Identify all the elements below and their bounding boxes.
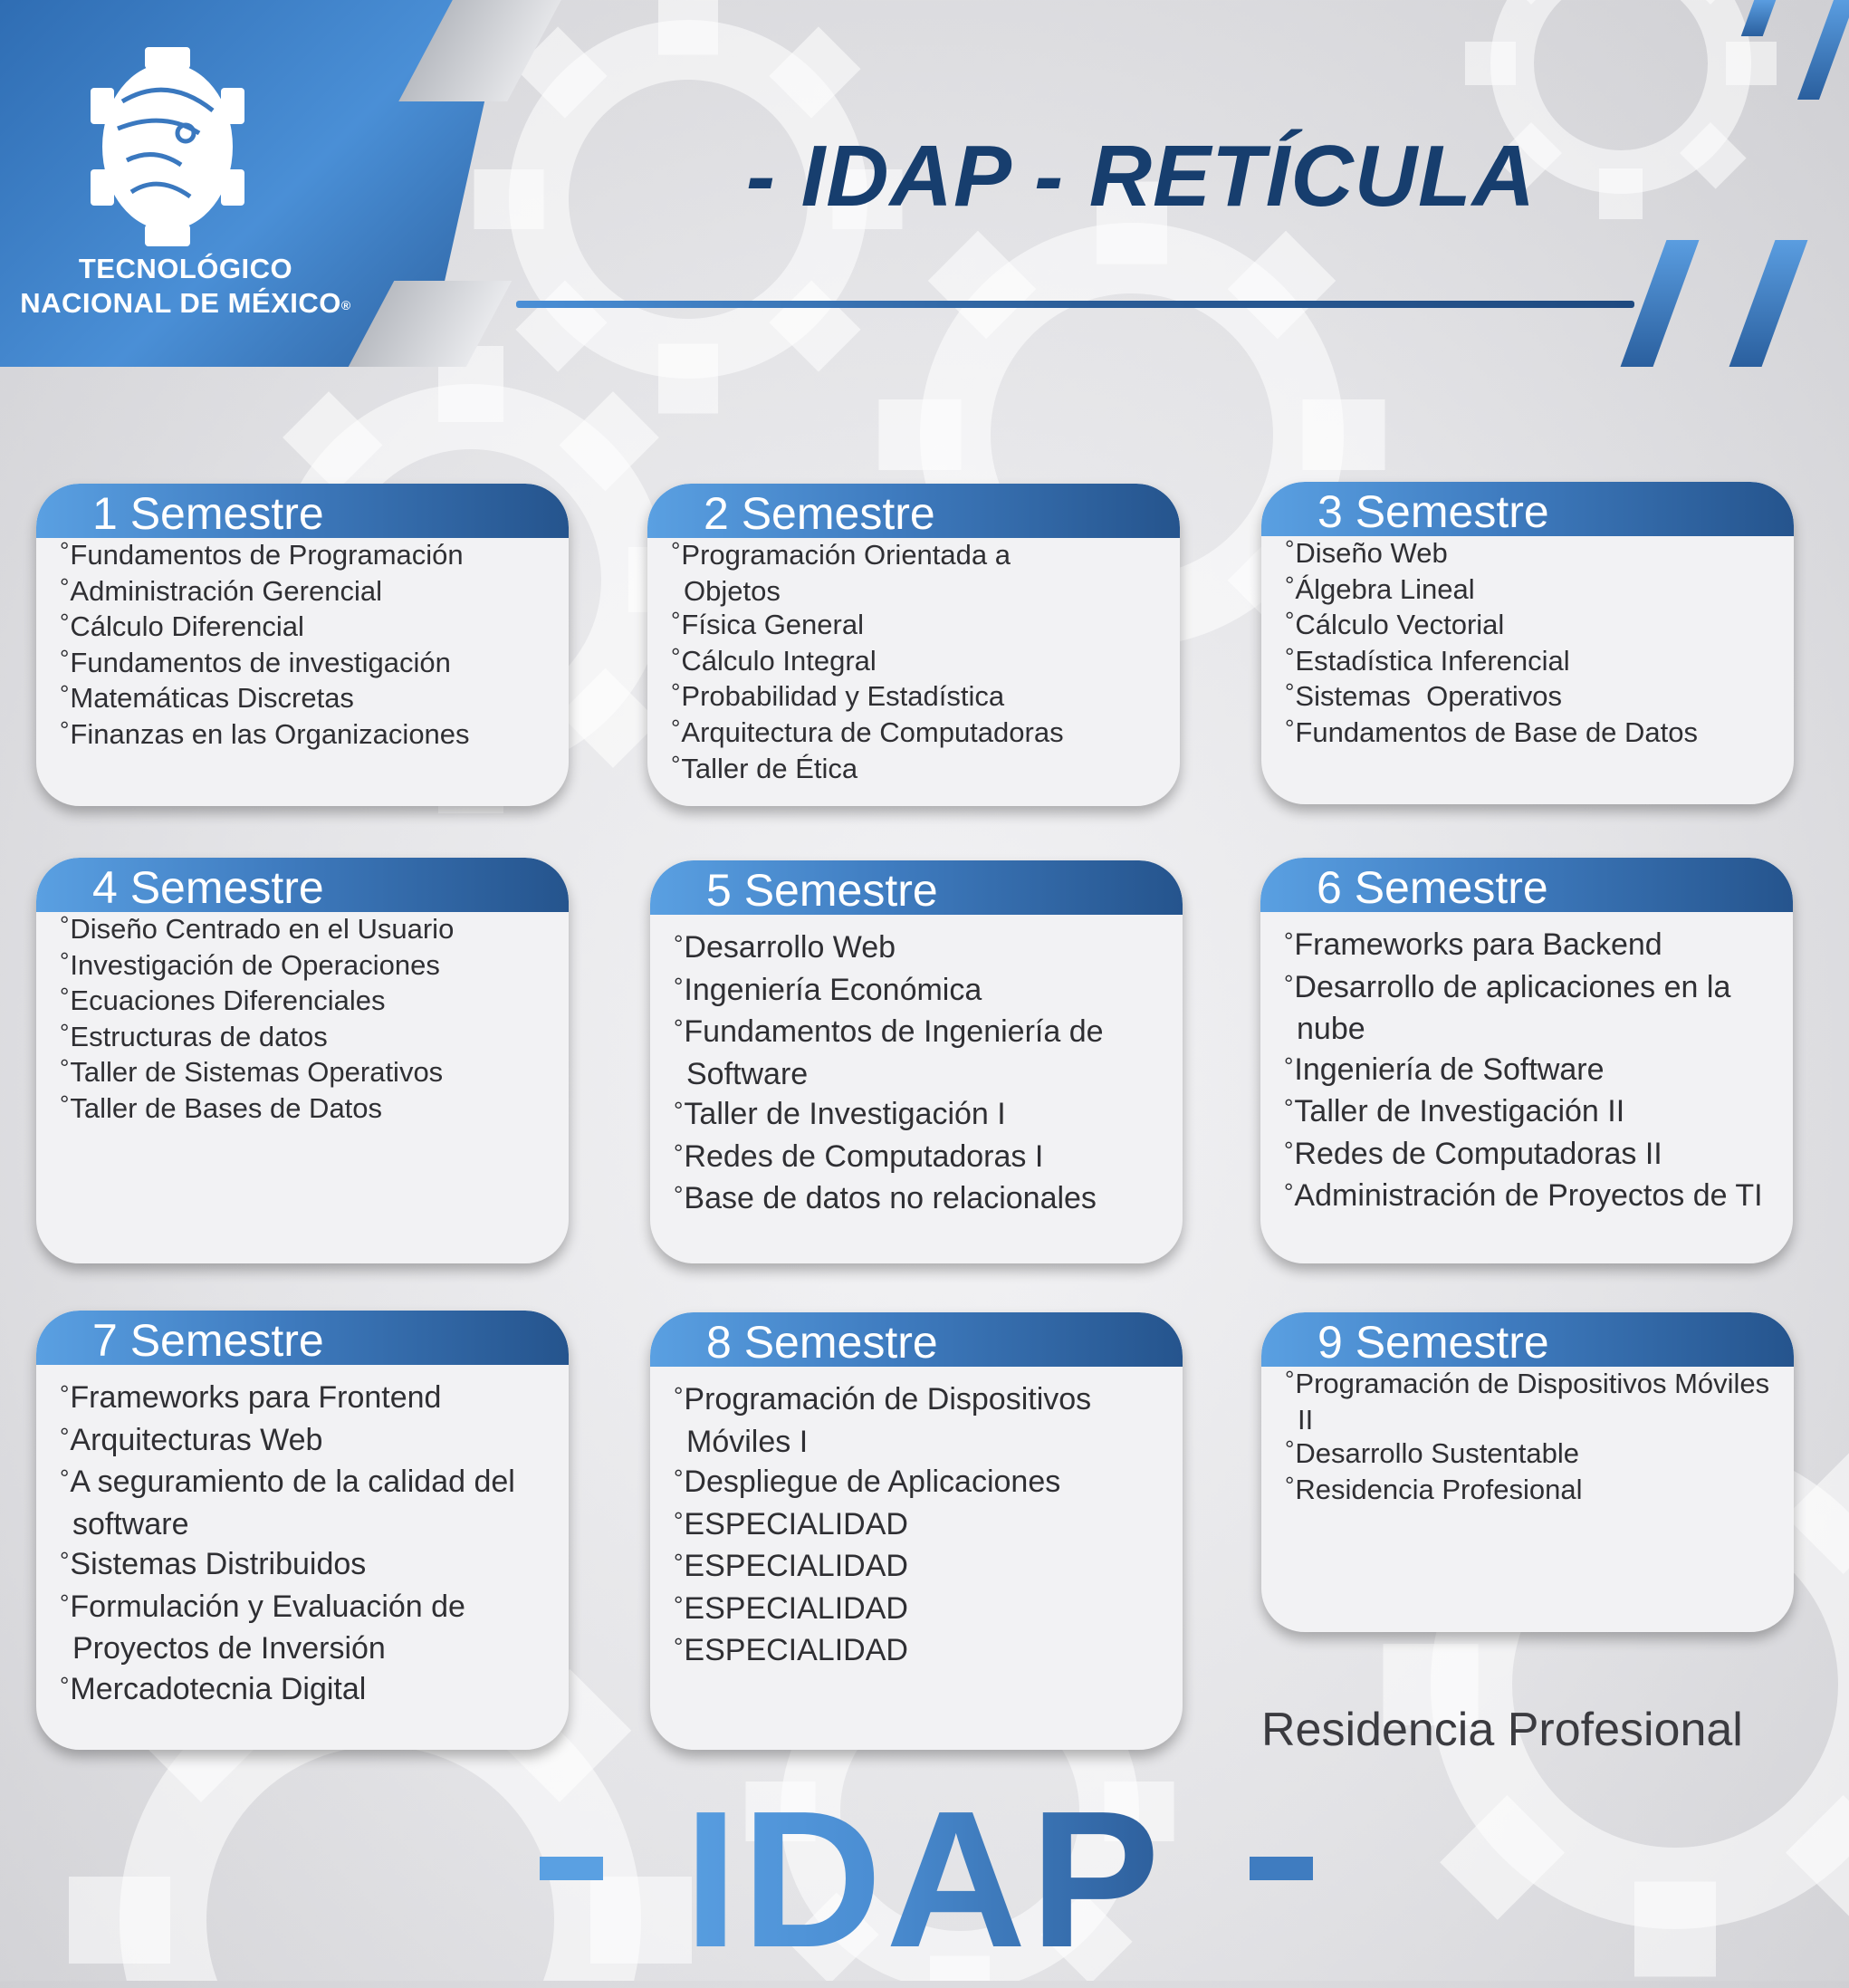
subject-list <box>650 1367 1183 1673</box>
subject-item: ° ESPECIALIDAD <box>674 1504 1166 1547</box>
subject-item: ° Finanzas en las Organizaciones <box>60 717 552 754</box>
subject-item: ° Cálculo Integral <box>671 644 1164 680</box>
subject-item: ° Residencia Profesional <box>1285 1473 1777 1509</box>
institution-line-1: TECNOLÓGICO <box>78 253 293 284</box>
subject-item: ° Desarrollo Web <box>674 927 1166 970</box>
subject-item: ° Taller de Investigación I <box>674 1094 1166 1137</box>
subject-item: ° ESPECIALIDAD <box>674 1630 1166 1673</box>
semester-title: 8 Semestre <box>650 1312 1183 1367</box>
semester-card-4 <box>36 858 569 1263</box>
subject-item: ° Matemáticas Discretas <box>60 681 552 717</box>
subject-item: ° Desarrollo de aplicaciones en la nube <box>1284 967 1777 1050</box>
subject-item: ° Frameworks para Frontend <box>60 1378 552 1420</box>
subject-list <box>1261 1367 1794 1508</box>
subject-item: ° Fundamentos de Programación <box>60 538 552 574</box>
subject-item: ° Diseño Centrado en el Usuario <box>60 912 552 948</box>
title-underline <box>516 301 1634 308</box>
page-title: - IDAP - RETÍCULA <box>745 128 1537 225</box>
subject-item: ° Ingeniería de Software <box>1284 1050 1777 1092</box>
subject-item: ° Probabilidad y Estadística <box>671 679 1164 715</box>
subject-item: ° Formulación y Evaluación de Proyectos de Inversión <box>60 1587 552 1669</box>
subject-item: ° Base de datos no relacionales <box>674 1178 1166 1221</box>
subject-item: ° Ecuaciones Diferenciales <box>60 984 552 1020</box>
subject-item: ° Fundamentos de investigación <box>60 646 552 682</box>
semester-card-9 <box>1261 1312 1794 1632</box>
subject-list <box>650 915 1183 1221</box>
semester-title: 6 Semestre <box>1260 858 1793 912</box>
subject-item: ° Redes de Computadoras I <box>674 1137 1166 1179</box>
semester-title: 2 Semestre <box>647 484 1180 538</box>
subject-item: ° Estructuras de datos <box>60 1020 552 1056</box>
subject-item: ° Investigación de Operaciones <box>60 948 552 984</box>
subject-item: ° Diseño Web <box>1285 536 1777 572</box>
subject-item: ° Taller de Investigación II <box>1284 1091 1777 1134</box>
subject-item: ° Sistemas Operativos <box>1285 679 1777 715</box>
subject-item: ° Fundamentos de Ingeniería de Software <box>674 1012 1166 1094</box>
institution-line-2: NACIONAL DE MÉXICO <box>20 287 341 319</box>
subject-item: ° Estadística Inferencial <box>1285 644 1777 680</box>
semester-card-6 <box>1260 858 1793 1263</box>
tecnm-emblem-icon <box>91 47 244 246</box>
subject-list <box>647 538 1180 787</box>
subject-item: ° ESPECIALIDAD <box>674 1589 1166 1631</box>
registered-mark: ® <box>340 297 351 312</box>
semester-card-3 <box>1261 482 1794 804</box>
semester-title: 9 Semestre <box>1261 1312 1794 1367</box>
semester-title: 3 Semestre <box>1261 482 1794 536</box>
semester-title: 1 Semestre <box>36 484 569 538</box>
subject-list <box>1260 912 1793 1218</box>
subject-list <box>36 912 569 1128</box>
subject-item: ° Administración de Proyectos de TI <box>1284 1176 1777 1218</box>
subject-item: ° Programación de Dispositivos Móviles I <box>674 1379 1166 1462</box>
semester-title: 4 Semestre <box>36 858 569 912</box>
subject-item: ° Fundamentos de Base de Datos <box>1285 715 1777 752</box>
subject-item: ° Desarrollo Sustentable <box>1285 1436 1777 1473</box>
subject-item: ° Despliegue de Aplicaciones <box>674 1462 1166 1504</box>
subject-item: ° Ingeniería Económica <box>674 970 1166 1013</box>
subject-item: ° Programación de Dispositivos Móviles II <box>1285 1367 1777 1436</box>
subject-item: ° Redes de Computadoras II <box>1284 1134 1777 1176</box>
semester-title: 7 Semestre <box>36 1311 569 1365</box>
subject-item: ° Cálculo Diferencial <box>60 610 552 646</box>
subject-item: ° Arquitectura de Computadoras <box>671 715 1164 752</box>
semester-title: 5 Semestre <box>650 860 1183 915</box>
brand-dash-right <box>1250 1857 1313 1880</box>
subject-item: ° Cálculo Vectorial <box>1285 608 1777 644</box>
residencia-note: Residencia Profesional <box>1261 1704 1743 1756</box>
semester-card-7 <box>36 1311 569 1750</box>
subject-list <box>36 538 569 754</box>
subject-list <box>36 1365 569 1711</box>
subject-item: ° Taller de Ética <box>671 752 1164 788</box>
subject-item: ° Sistemas Distribuidos <box>60 1544 552 1587</box>
semester-card-1 <box>36 484 569 806</box>
subject-item: ° Programación Orientada a Objetos <box>671 538 1164 608</box>
subject-item: ° A seguramiento de la calidad del software <box>60 1462 552 1544</box>
brand-dash-left <box>540 1857 603 1880</box>
subject-item: ° Álgebra Lineal <box>1285 572 1777 609</box>
subject-item: ° Administración Gerencial <box>60 574 552 610</box>
brand-wordmark: IDAP <box>652 1780 1195 1979</box>
subject-item: ° ESPECIALIDAD <box>674 1546 1166 1589</box>
subject-item: ° Frameworks para Backend <box>1284 925 1777 967</box>
subject-item: ° Mercadotecnia Digital <box>60 1669 552 1712</box>
subject-item: ° Taller de Bases de Datos <box>60 1091 552 1128</box>
institution-name <box>18 252 353 322</box>
semester-card-8 <box>650 1312 1183 1750</box>
subject-item: ° Física General <box>671 608 1164 644</box>
semester-card-5 <box>650 860 1183 1263</box>
semester-card-2 <box>647 484 1180 806</box>
subject-item: ° Arquitecturas Web <box>60 1420 552 1463</box>
subject-list <box>1261 536 1794 752</box>
subject-item: ° Taller de Sistemas Operativos <box>60 1055 552 1091</box>
